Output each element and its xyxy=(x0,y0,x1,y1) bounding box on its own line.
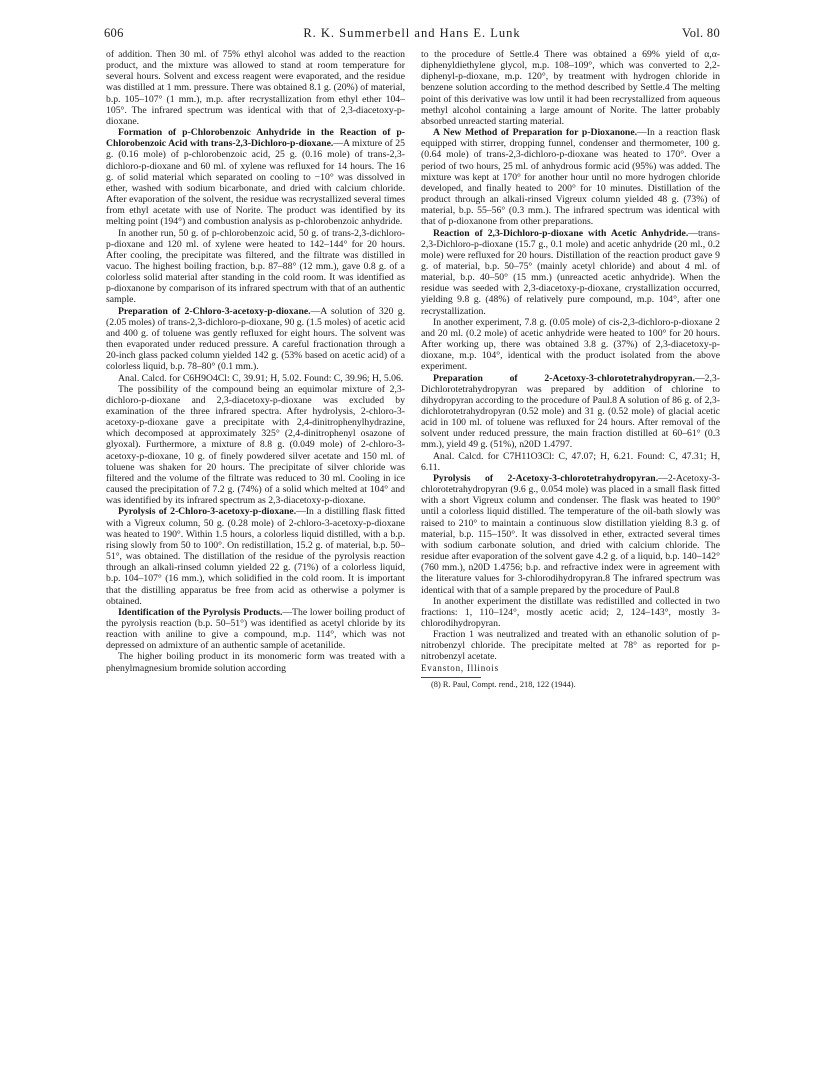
section-paragraph xyxy=(106,127,405,227)
section-paragraph xyxy=(421,373,720,451)
section-paragraph xyxy=(421,228,720,317)
section-paragraph xyxy=(421,127,720,227)
section-paragraph xyxy=(106,306,405,373)
running-authors: R. K. Summerbell and Hans E. Lunk xyxy=(303,26,521,40)
section-body: —A solution of 320 g. (2.05 moles) of trans-2,3-dichloro-p-dioxane, 90 g. (1.5 moles) of acetic acid and 400 g. of toluene was gently refluxed for eight hours. The solvent was then evaporated under reduced pressure. A careful fractionation through a 20-inch glass packed column yielded 142 g. (53% based on acetic acid) of a colorless liquid, b.p. 78–80° (0.1 mm.). xyxy=(106,305,405,373)
section-heading: Pyrolysis of 2-Chloro-3-acetoxy-p-dioxane. xyxy=(118,506,297,518)
section-body: —In a reaction flask equipped with stirrer, dropping funnel, condenser and thermometer, 100 g. (0.64 mole) of trans-2,3-dichloro-p-dioxane was heated to 170°. Over a period of two hours, 25 ml. of anhydrous formic acid (95%) was added. The mixture was kept at 170° for another hour until no more hydrogen chloride developed, and finally heated to 200° for 10 minutes. Distillation of the product through an alkali-rinsed Vigreux column yielded 48 g. (73%) of material, b.p. 55–56° (0.3 mm.). The infrared spectrum was identical with that of p-dioxanone from other preparations. xyxy=(421,127,720,228)
section-body: —The lower boiling product of the pyrolysis reaction (b.p. 50–51°) was identified as acetyl chloride by its reaction with aniline to give a compound, m.p. 114°, which was not depressed on admixture of an authentic sample of acetanilide. xyxy=(106,606,405,652)
section-paragraph xyxy=(106,607,405,652)
running-header xyxy=(104,26,720,42)
right-text-column xyxy=(421,49,720,690)
section-body: —2,3-Dichlorotetrahydropyran was prepared by addition of chlorine to dihydropyran according to the procedure of Paul.8 A solution of 86 g. of 2,3-dichlorotetrahydropyran (0.52 mole) and 31 g. (0.52 mole) of glacial acetic acid in 100 ml. of toluene was refluxed for 24 hours. After removal of the solvent under reduced pressure, the main fraction distilled at 60–61° (0.3 mm.), yield 49 g. (51%), n20D 1.4797. xyxy=(421,372,720,451)
footnote: (8) R. Paul, Compt. rend., 218, 122 (1944). xyxy=(431,679,576,689)
section-body: —trans-2,3-Dichloro-p-dioxane (15.7 g., 0.1 mole) and acetic anhydride (20 ml., 0.2 mole) were refluxed for 20 hours. Distillation of the reaction product gave 9 g. of material, b.p. 50–75° (mainly acetyl chloride) and about 4 ml. of material, b.p. 40–50° (15 mm.) (unreacted acetic anhydride). When the residue was seeded with 2,3-diacetoxy-p-dioxane, crystallization occurred, yielding 9.8 g. (48%) of relatively pure compound, m.p. 104°, after one recrystallization. xyxy=(421,227,720,317)
body-paragraph: to the procedure of Settle.4 There was obtained a 69% yield of α,α-diphenyldiethylene glycol, m.p. 108–109°, which was converted to 2,2-diphenyl-p-dioxane, m.p. 120°, by treatment with hydrogen chloride in benzene solution according to the method described by Settle.4 The melting point of this derivative was low until it had been recrystallized from aqueous methyl alcohol containing a large amount of Norite. The latter probably absorbed unreacted starting material. xyxy=(421,49,720,127)
body-paragraph: The higher boiling product in its monomeric form was treated with a phenylmagnesium bromide solution according xyxy=(106,651,405,674)
analysis-line: Anal. Calcd. for C7H11O3Cl: C, 47.07; H, 6.21. Found: C, 47.31; H, 6.11. xyxy=(421,450,720,473)
analysis-line: Anal. Calcd. for C6H9O4Cl: C, 39.91; H, 5.02. Found: C, 39.96; H, 5.06. xyxy=(118,372,404,384)
location-signature: Evanston, Illinois xyxy=(421,662,499,673)
body-paragraph: The possibility of the compound being an equimolar mixture of 2,3-dichloro-p-dioxane and 2,3-diacetoxy-p-dioxane was excluded by examination of the three infrared spectra. After hydrolysis, 2-chloro-3-acetoxy-p-dioxane gave a precipitate with 2,4-dinitrophenylhydrazine, which decomposed at approximately 325° (2,4-dinitrophenyl osazone of glyoxal). Furthermore, a mixture of 8.8 g. (0.049 mole) of 2-chloro-3-acetoxy-p-dioxane, 10 g. of finely powdered silver acetate and 150 ml. of toluene was shaken for 20 hours. The precipitate of silver chloride was filtered and the volume of the filtrate was reduced to 30 ml. Cooling in ice caused the precipitation of 7.2 g. (74%) of a solid which melted at 104° and was identified by its infrared spectrum as 2,3-diacetoxy-p-dioxane. xyxy=(106,383,405,507)
section-heading: Pyrolysis of 2-Acetoxy-3-chlorotetrahydropyran. xyxy=(433,472,659,484)
section-heading: Preparation of 2-Acetoxy-3-chlorotetrahydropyran. xyxy=(433,372,695,384)
section-paragraph xyxy=(421,473,720,596)
section-body: —In a distilling flask fitted with a Vigreux column, 50 g. (0.28 mole) of 2-chloro-3-acetoxy-p-dioxane was heated to 190°. Within 1.5 hours, a colorless liquid distilled, with a b.p. rising slowly from 50 to 100°. On redistillation, 15.2 g. of material, b.p. 50–51°, was obtained. The distillation of the residue of the pyrolysis reaction through an alkali-rinsed column yielded 22 g. (71%) of a colorless liquid, b.p. 104–107° (16 mm.), which solidified in the cold room. It is important that the distilling apparatus be free from acid as otherwise a polymer is obtained. xyxy=(106,506,405,607)
body-paragraph: of addition. Then 30 ml. of 75% ethyl alcohol was added to the reaction product, and the mixture was allowed to stand at room temperature for several hours. Solvent and excess reagent were evaporated, and the residue was distilled at 1 mm. pressure. There was obtained 8.1 g. (20%) of material, b.p. 105–107° (1 mm.), m.p. after recrystallization from ethyl ether 104–105°. The infrared spectrum was identical with that of 2,3-diacetoxy-p-dioxane. xyxy=(106,49,405,127)
footnote-rule xyxy=(421,677,481,678)
section-body: —2-Acetoxy-3-chlorotetrahydropyran (9.6 g., 0.054 mole) was placed in a small flask fitted with a short Vigreux column and condenser. The flask was heated to 190° until a colorless liquid distilled. The temperature of the oil-bath slowly was raised to 210° to maintain a continuous slow distillation yielding 8.3 g. of material, b.p. 115–150°. It was dissolved in ether, extracted several times with sodium carbonate solution, and dried with calcium chloride. The residue after evaporation of the solvent gave 4.2 g. of a liquid, b.p. 140–142° (760 mm.), n20D 1.4756; b.p. and refractive index were in agreement with the literature values for 3-chlorodihydropyran.8 The infrared spectrum was identical with that of a sample prepared by the procedure of Paul.8 xyxy=(421,472,720,596)
volume-number: Vol. 80 xyxy=(682,26,720,40)
section-heading: A New Method of Preparation for p-Dioxanone. xyxy=(433,127,638,139)
section-heading: Formation of p-Chlorobenzoic Anhydride in the Reaction of p-Chlorobenzoic Acid with trans-2,3-Dichloro-p-dioxane. xyxy=(106,127,405,150)
body-paragraph: In another run, 50 g. of p-chlorobenzoic acid, 50 g. of trans-2,3-dichloro-p-dioxane and 120 ml. of xylene were heated to 142–144° for 20 hours. After cooling, the precipitate was filtered, and the filtrate was distilled in vacuo. The highest boiling fraction, b.p. 87–88° (12 mm.), gave 0.8 g. of a colorless solid material after standing in the cold room. It was identified as p-dioxanone by comparison of its infrared spectrum with that of an authentic sample. xyxy=(106,227,405,306)
section-paragraph xyxy=(106,506,405,606)
section-heading: Preparation of 2-Chloro-3-acetoxy-p-dioxane. xyxy=(118,305,311,317)
left-text-column xyxy=(106,49,405,674)
section-heading: Reaction of 2,3-Dichloro-p-dioxane with Acetic Anhydride. xyxy=(433,227,689,239)
section-heading: Identification of the Pyrolysis Products. xyxy=(118,606,283,618)
body-paragraph: Fraction 1 was neutralized and treated with an ethanolic solution of p-nitrobenzyl chloride. The precipitate melted at 78° as reported for p-nitrobenzyl acetate. xyxy=(421,629,720,663)
page-number: 606 xyxy=(104,26,124,40)
body-paragraph: In another experiment the distillate was redistilled and collected in two fractions: 1, 110–124°, mostly acetic acid; 2, 124–143°, mostly 3-chlorodihydropyran. xyxy=(421,595,720,629)
section-body: —A mixture of 25 g. (0.16 mole) of p-chlorobenzoic acid, 25 g. (0.16 mole) of trans-2,3-dichloro-p-dioxane and 60 ml. of xylene was refluxed for 14 hours. The 16 g. of solid material which separated on cooling to −10° was dissolved in ether, washed with sodium bicarbonate, and dried with calcium chloride. After evaporation of the solvent, the residue was recrystallized several times from ethyl acetate with use of Norite. The product was identified by its melting point (194°) and combustion analysis as p-chlorobenzoic anhydride. xyxy=(106,138,405,228)
body-paragraph: In another experiment, 7.8 g. (0.05 mole) of cis-2,3-dichloro-p-dioxane 2 and 20 ml. (0.2 mole) of acetic anhydride were heated to 100° for 20 hours. After working up, there was obtained 3.8 g. (37%) of 2,3-diacetoxy-p-dioxane, m.p. 104°, identical with the product isolated from the above experiment. xyxy=(421,316,720,373)
